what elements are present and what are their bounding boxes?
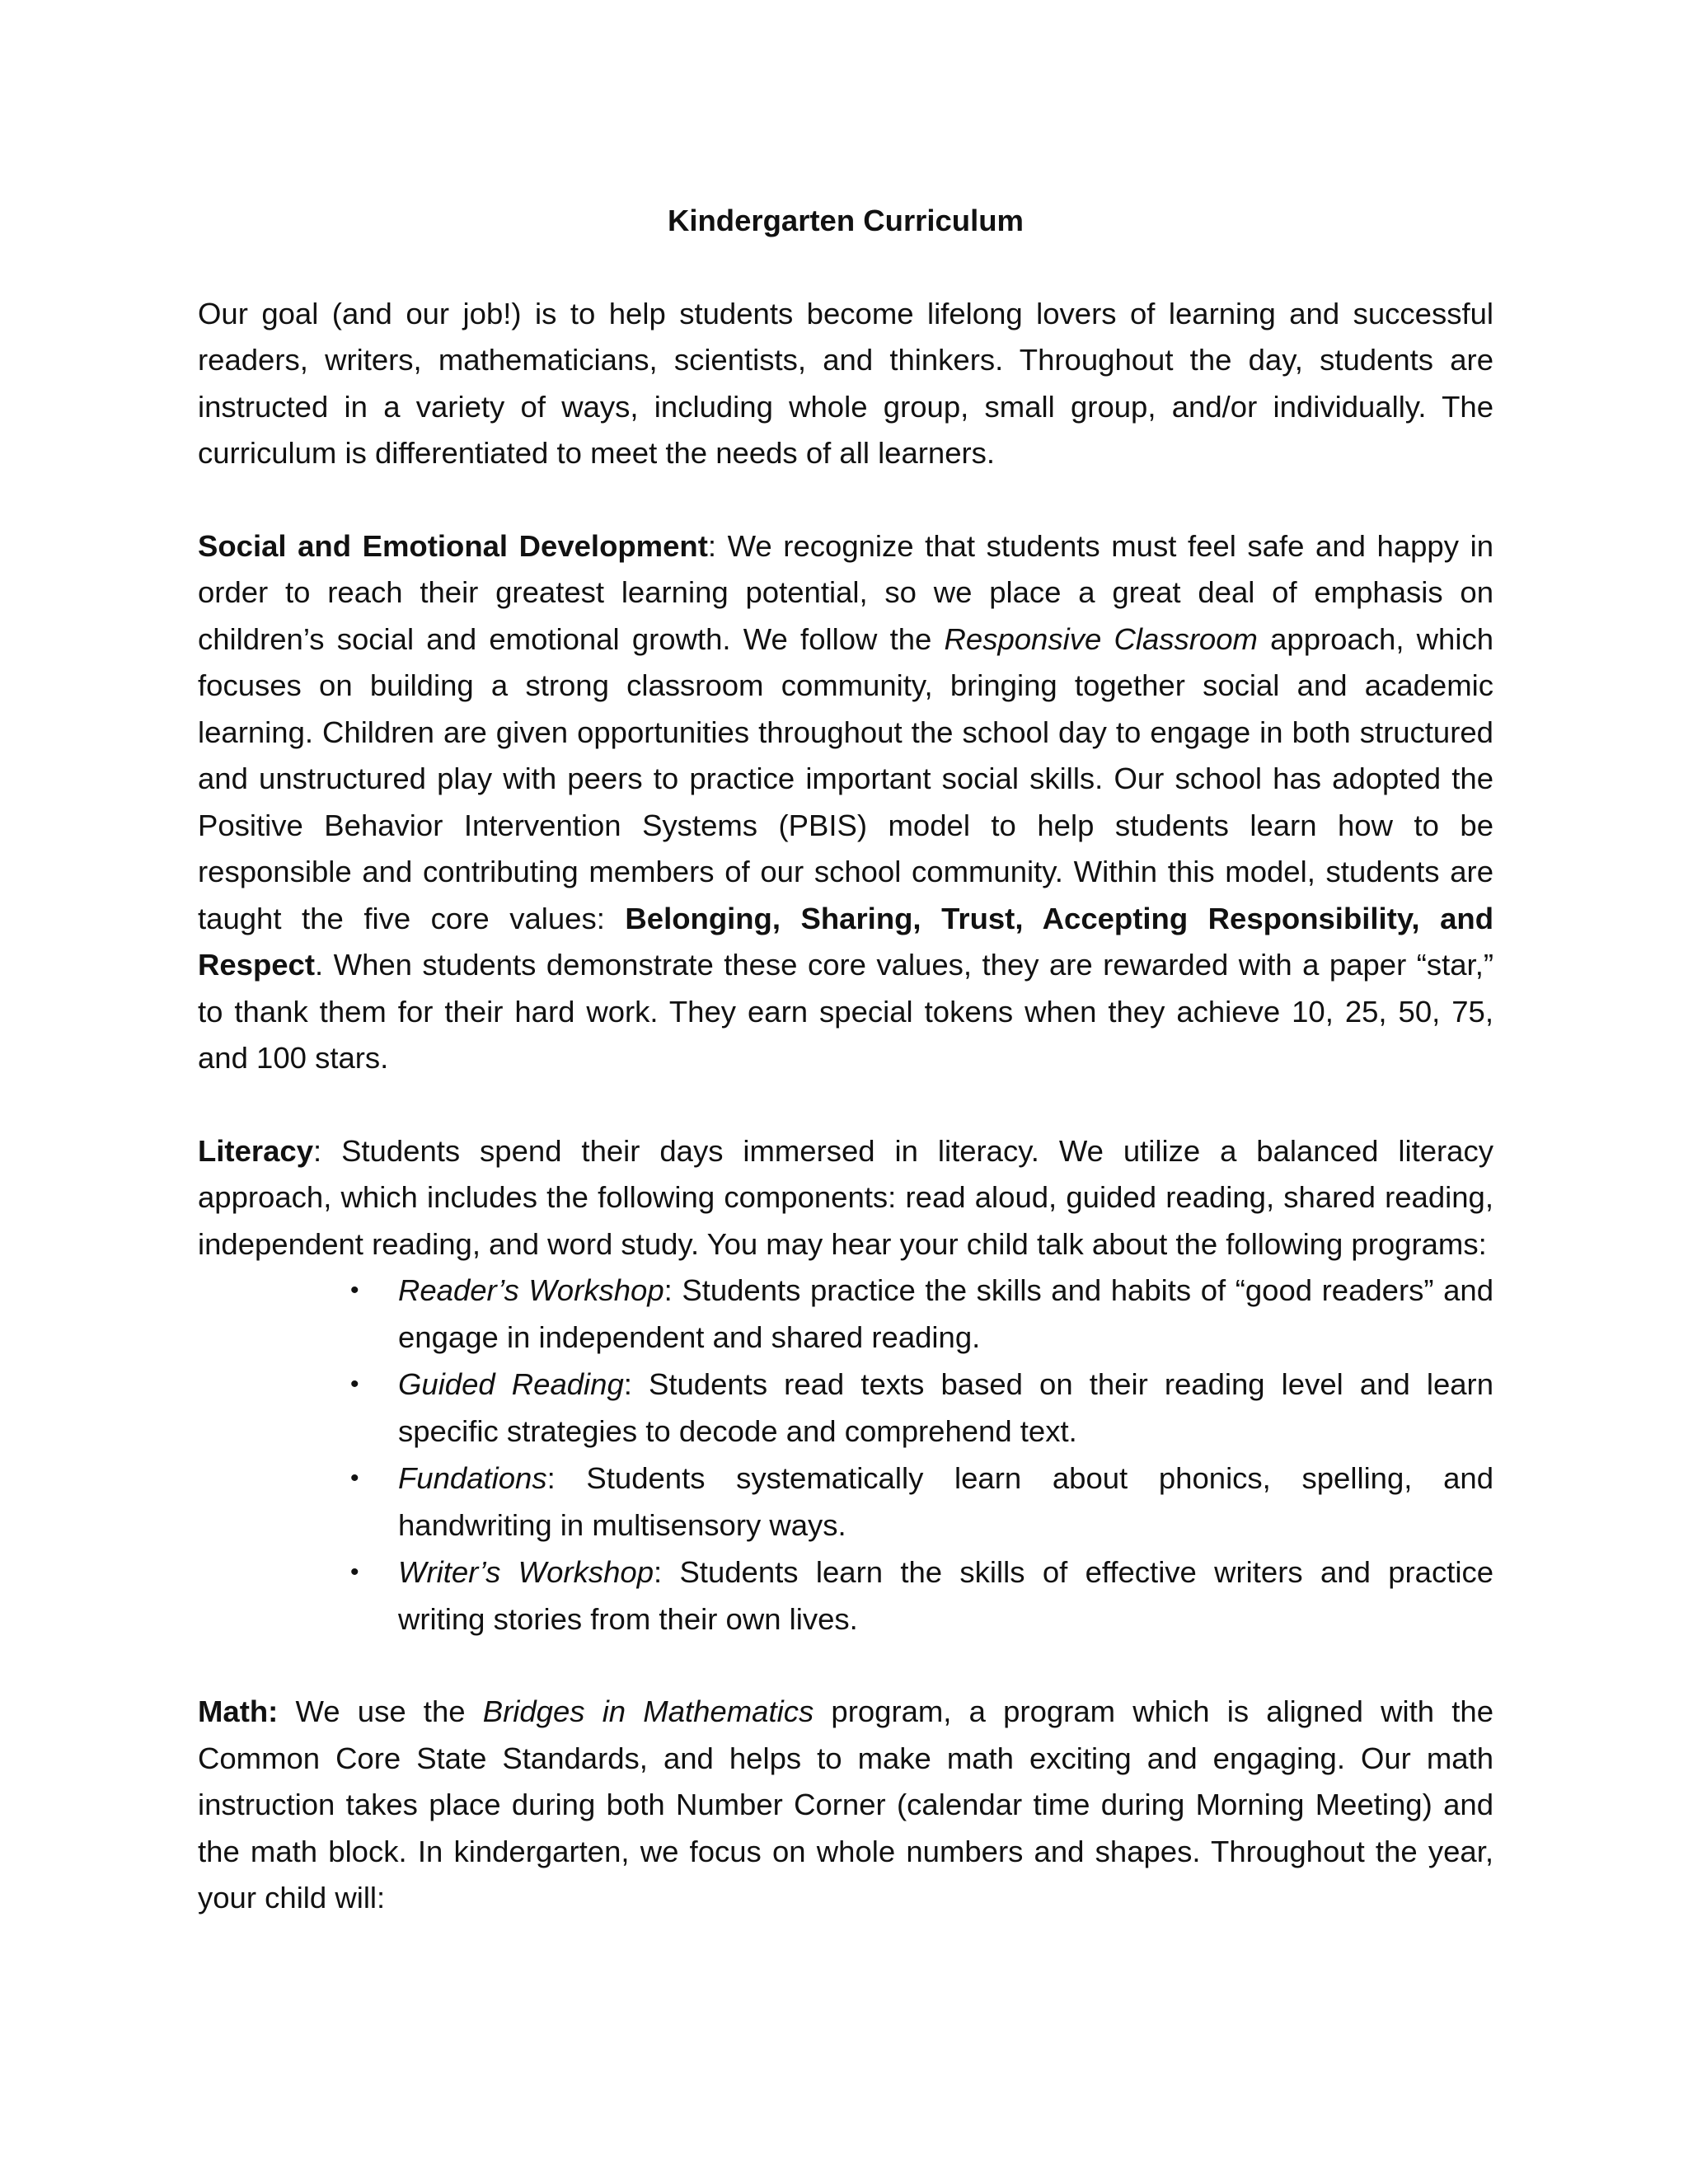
- program-description: : Students practice the skills and habits of “good readers” and engage in independent and shared reading.: [398, 1273, 1493, 1354]
- literacy-heading: Literacy: [198, 1133, 313, 1168]
- program-name: Reader’s Workshop: [398, 1273, 664, 1307]
- document-page: [198, 198, 1493, 1968]
- bullet-icon: •: [350, 1371, 359, 1398]
- social-emotional-section: [198, 523, 1493, 1082]
- program-name: Fundations: [398, 1461, 547, 1495]
- math-heading: Math:: [198, 1694, 279, 1728]
- responsive-classroom-program: Responsive Classroom: [944, 621, 1258, 656]
- core-values: Belonging, Sharing, Trust, Accepting Responsibility, and Respect: [198, 901, 1493, 982]
- page-title: Kindergarten Curriculum: [668, 204, 1024, 237]
- program-description: : Students learn the skills of effective writers and practice writing stories from their own lives.: [398, 1555, 1493, 1636]
- math-text-2: program, a program which is aligned with the Common Core State Standards, and helps to make math exciting and engaging. Our math instruction takes place during both Number Corner (calendar time during Morning Meeting) and the math block. In kindergarten, we focus on whole numbers and shapes. Throughout the year, your child will:: [198, 1694, 1494, 1915]
- social-emotional-heading: Social and Emotional Development: [198, 528, 708, 563]
- program-name: Guided Reading: [398, 1367, 624, 1401]
- math-section: [198, 1689, 1493, 1922]
- literacy-text: : Students spend their days immersed in literacy. We utilize a balanced literacy approach, which includes the following components: read aloud, guided reading, shared reading, independent reading, and word study. You may hear your child talk about the following programs:: [198, 1133, 1493, 1261]
- program-description: : Students systematically learn about phonics, spelling, and handwriting in multisensory ways.: [398, 1461, 1493, 1542]
- list-item: [350, 1361, 1493, 1455]
- literacy-section: [198, 1128, 1493, 1268]
- list-item: [350, 1268, 1493, 1361]
- program-name: Writer’s Workshop: [398, 1555, 654, 1589]
- social-text-2: approach, which focuses on building a strong classroom community, bringing together social and academic learning. Children are given opportunities throughout the school day to engage in both structured and unstructured play with peers to practice important social skills. Our school has adopted the Positive Behavior Intervention Systems (PBIS) model to help students learn how to be responsible and contributing members of our school community. Within this model, students are taught the five core values:: [198, 621, 1493, 935]
- list-item: [350, 1549, 1493, 1643]
- math-text-1: We use the: [278, 1694, 483, 1728]
- bridges-program: Bridges in Mathematics: [482, 1694, 814, 1728]
- social-text-3: . When students demonstrate these core values, they are rewarded with a paper “star,” to thank them for their hard work. They earn special tokens when they achieve 10, 25, 50, 75, and 100 stars.: [198, 948, 1493, 1075]
- social-text-1: : We recognize that students must feel safe and happy in order to reach their greatest learning potential, so we place a great deal of emphasis on children’s social and emotional growth. We follow the: [198, 528, 1493, 656]
- literacy-programs-list: [198, 1268, 1493, 1643]
- bullet-icon: •: [350, 1558, 359, 1586]
- intro-paragraph: Our goal (and our job!) is to help students become lifelong lovers of learning and successful readers, writers, mathematicians, scientists, and thinkers. Throughout the day, students are instructed in a variety of ways, including whole group, small group, and/or individually. The curriculum is differentiated to meet the needs of all learners.: [198, 296, 1493, 470]
- bullet-icon: •: [350, 1465, 359, 1492]
- program-description: : Students read texts based on their reading level and learn specific strategies to decode and comprehend text.: [398, 1367, 1493, 1448]
- list-item: [350, 1455, 1493, 1549]
- bullet-icon: •: [350, 1277, 359, 1304]
